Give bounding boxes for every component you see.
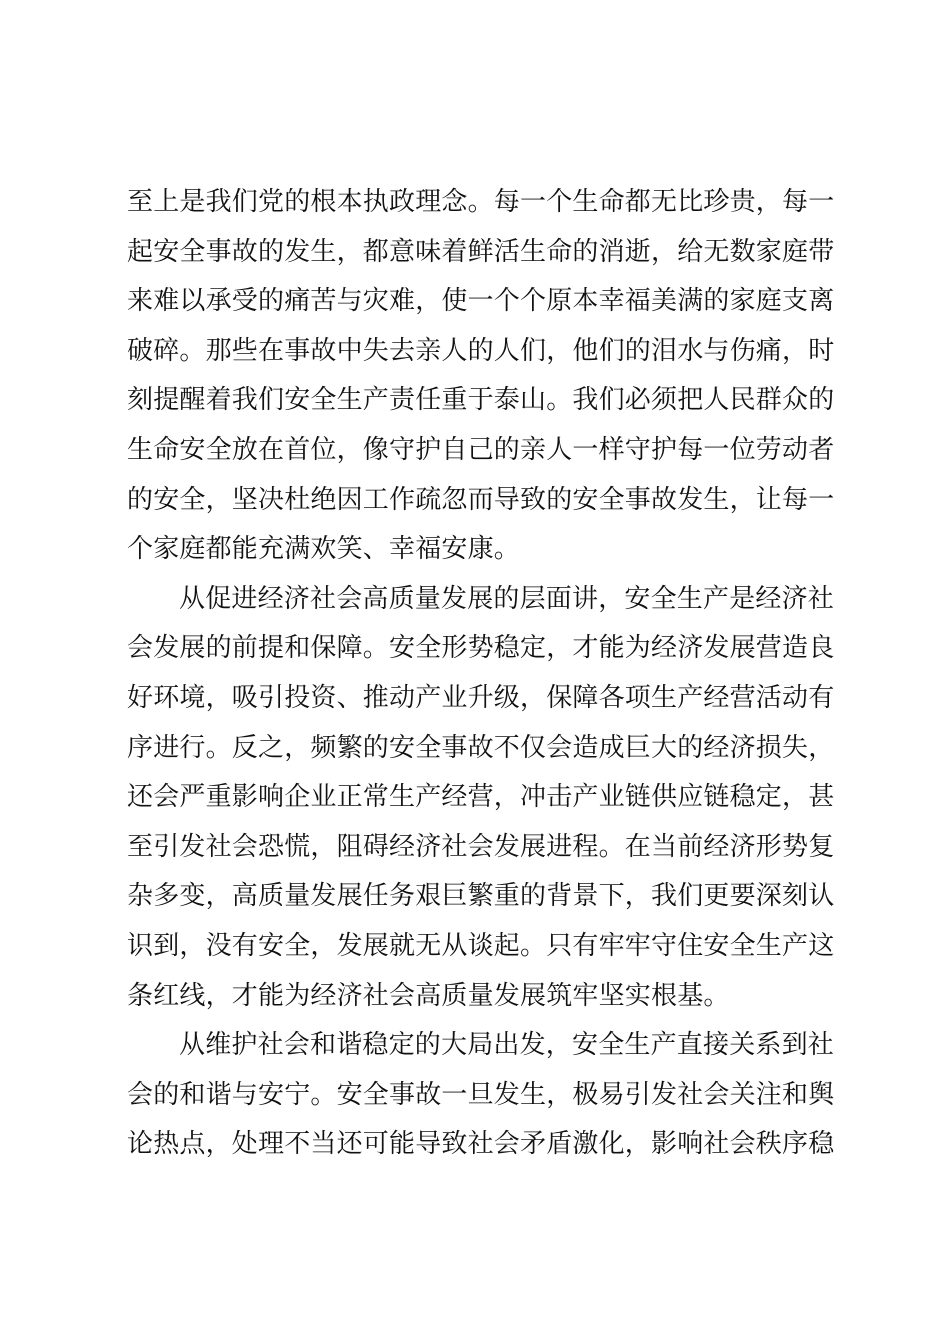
text-line: 起安全事故的发生，都意味着鲜活生命的消逝，给无数家庭带: [127, 236, 835, 267]
text-line: 至上是我们党的根本执政理念。每一个生命都无比珍贵，每一: [127, 187, 835, 217]
text-line: 来难以承受的痛苦与灾难，使一个个原本幸福美满的家庭支离: [127, 286, 835, 317]
paragraph-1: [127, 178, 837, 575]
text-line: 刻提醒着我们安全生产责任重于泰山。我们必须把人民群众的: [127, 385, 835, 416]
text-line: 个家庭都能充满欢笑、幸福安康。: [127, 534, 521, 565]
text-line-first: 从促进经济社会高质量发展的层面讲，安全生产是经济社: [179, 583, 835, 614]
text-line: 好环境，吸引投资、推动产业升级，保障各项生产经营活动有: [127, 682, 835, 713]
text-line-first: 从维护社会和谐稳定的大局出发，安全生产直接关系到社: [179, 1030, 835, 1061]
paragraph-2: [127, 575, 837, 1021]
body-text: [127, 178, 837, 1170]
text-line: 会发展的前提和保障。安全形势稳定，才能为经济发展营造良: [127, 633, 835, 664]
text-line: 的安全，坚决杜绝因工作疏忽而导致的安全事故发生，让每一: [127, 484, 835, 515]
text-line: 会的和谐与安宁。安全事故一旦发生，极易引发社会关注和舆: [127, 1079, 835, 1110]
text-line: 序进行。反之，频繁的安全事故不仅会造成巨大的经济损失，: [127, 732, 835, 763]
paragraph-3: [127, 1021, 837, 1170]
text-line: 还会严重影响企业正常生产经营，冲击产业链供应链稳定，甚: [127, 782, 835, 813]
text-line: 识到，没有安全，发展就无从谈起。只有牢牢守住安全生产这: [127, 930, 835, 961]
text-line: 生命安全放在首位，像守护自己的亲人一样守护每一位劳动者: [127, 434, 835, 465]
text-line: 杂多变，高质量发展任务艰巨繁重的背景下，我们更要深刻认: [127, 881, 835, 912]
text-line: 至引发社会恐慌，阻碍经济社会发展进程。在当前经济形势复: [127, 831, 835, 862]
text-line: 条红线，才能为经济社会高质量发展筑牢坚实根基。: [127, 980, 730, 1011]
text-line: 破碎。那些在事故中失去亲人的人们，他们的泪水与伤痛，时: [127, 335, 835, 366]
text-line: 论热点，处理不当还可能导致社会矛盾激化，影响社会秩序稳: [127, 1129, 835, 1160]
